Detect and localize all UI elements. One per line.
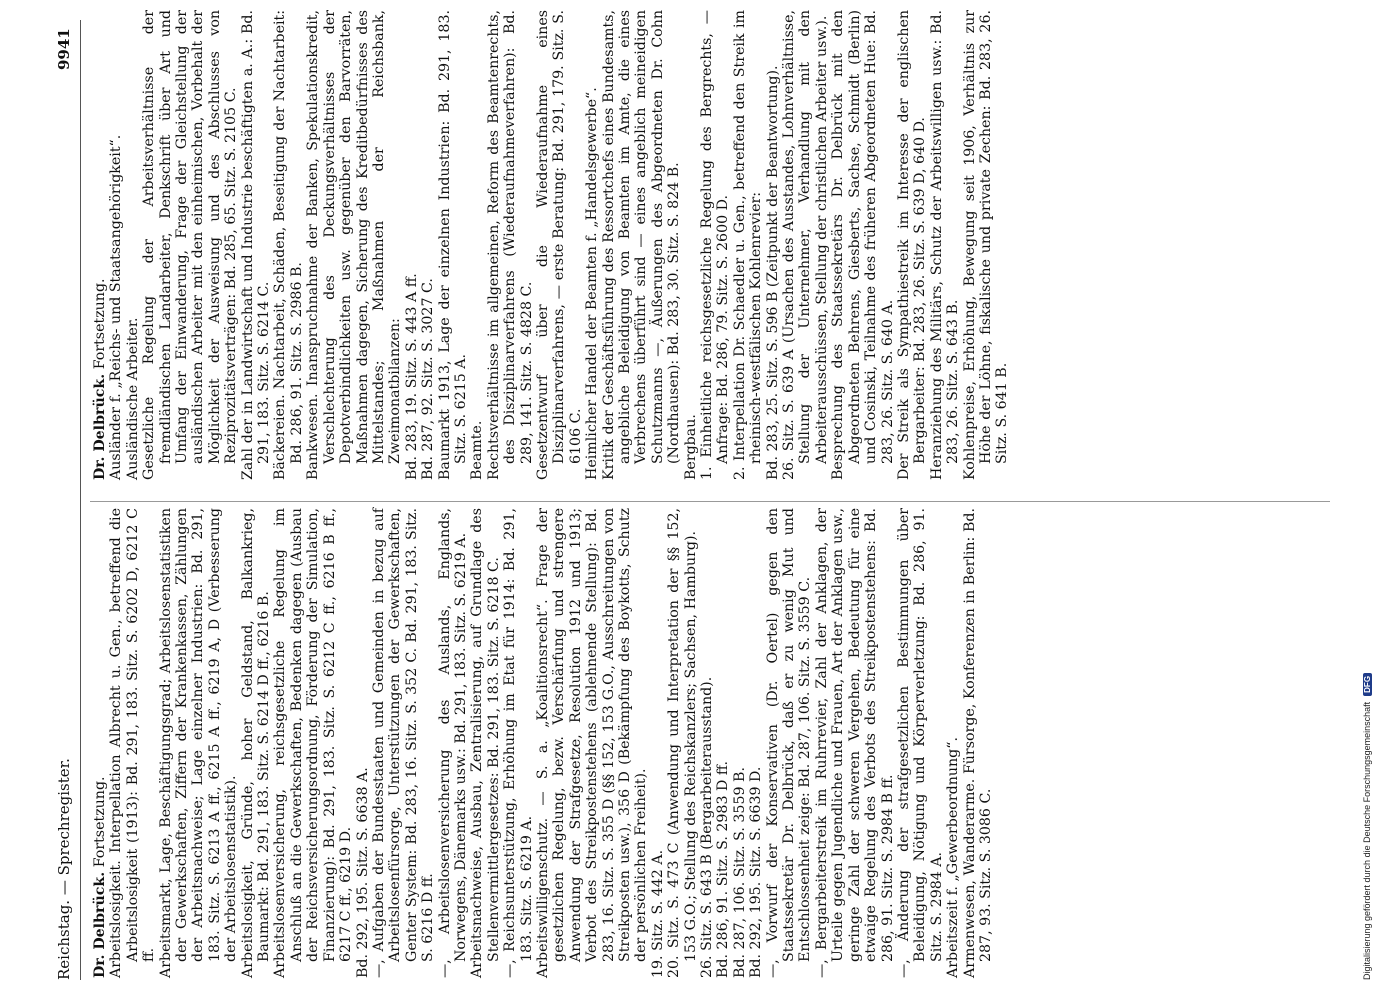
index-entry: Arbeitszeit f. „Gewerbeordnung“. [945, 737, 962, 978]
index-entry: Der Streik als Sympathiestreik im Interesse der englischen Bergarbeiter: Bd. 283, 26. Sitz. S. 639 D, 640 D. [895, 10, 929, 480]
index-entry: Bergbau. [682, 414, 699, 480]
index-entry: Bd. 292, 195. Sitz. S. 6639 D. [748, 766, 765, 978]
index-entry: 26. Sitz. S. 643 B (Bergarbeiterausstand). [699, 676, 716, 978]
index-entry: —, Reichsunterstützung, Erhöhung im Etat für 1914: Bd. 291, 183. Sitz. S. 6219 A. [502, 508, 535, 978]
entry-list [108, 508, 994, 978]
index-entry: Bd. 286, 91. Sitz. S. 2983 D ff. [715, 761, 732, 978]
index-entry: Baumarkt 1913, Lage der einzelnen Industrien: Bd. 291, 183. Sitz. S. 6215 A. [436, 10, 469, 480]
funding-text: Digitalisierung gefördert durch die Deutsche Forschungsgemeinschaft [1362, 701, 1372, 980]
index-entry: —, Arbeitslosenversicherung des Auslands, Englands, Norwegens, Dänemarks usw.: Bd. 291, 183. Sitz. S. 6219 A. [436, 508, 469, 978]
index-entry: Bd. 287, 106. Sitz. S. 3559 B. [731, 767, 748, 978]
index-entry: Bd. 283, 19. Sitz. S. 443 A ff. [403, 273, 420, 480]
column-heading [92, 10, 108, 480]
index-entry: Bankwesen. Inanspruchnahme der Banken, Spekulationskredit, Verschlechterung des Deckungsverhältnisses der Depotverbindlichkeiten usw. gegenüber den Barvorräten, Maßnahmen dagegen, Sicherung des Kreditbedürfnisses des Mittelstandes; Maßnahmen der Reichsbank, Zweimonatbilanzen: [305, 10, 404, 480]
index-entry: Arbeitsnachweise, Ausbau, Zentralisierung, auf Grundlage des Stellenvermittlergesetzes: Bd. 291, 183. Sitz. S. 6218 C. [469, 508, 502, 978]
index-entry: —, Aufgaben der Bundesstaaten und Gemeinden in bezug auf Arbeitslosenfürsorge, Unterstützungen der Gewerkschaften, Genter System: Bd. 283, 16. Sitz. S. 352 C. Bd. 291, 183. Sitz. S. 6216 D ff. [370, 508, 437, 978]
right-column [92, 10, 1011, 480]
index-entry: Armenwesen, Wanderarme. Fürsorge, Konferenzen in Berlin: Bd. 287, 93. Sitz. S. 3086 C. [961, 508, 994, 978]
index-entry: Bd. 283, 25. Sitz. S. 596 B (Zeitpunkt der Beantwortung). [764, 65, 781, 480]
index-entry: Bd. 292, 195. Sitz. S. 6638 A. [354, 767, 371, 978]
index-entry: 19. Sitz. S. 442 A. [649, 849, 666, 978]
index-entry: Arbeitslosigkeit, Gründe, hoher Geldstand, Balkankrieg, Baumarkt: Bd. 291, 183. Sitz. S. 6214 D ff., 6216 B. [239, 508, 273, 978]
index-entry: Rechtsverhältnisse im allgemeinen, Reform des Beamtenrechts, des Disziplinarverfahrens (Wiederaufnahmeverfahren): Bd. 289, 141. Sitz. S. 4828 C. [485, 10, 535, 480]
index-entry: Gesetzentwurf über die Wiederaufnahme eines Disziplinarverfahrens, — erste Beratung: Bd. 291, 179. Sitz. S. 6106 C. [534, 10, 584, 480]
index-entry: Arbeitslosigkeit. Interpellation Albrecht u. Gen., betreffend die Arbeitslosigkeit (1913): Bd. 291, 183. Sitz. S. 6202 D, 6212 C ff. [108, 508, 158, 978]
index-entry: Zahl der in Landwirtschaft und Industrie beschäftigten a. A.: Bd. 291, 183. Sitz. S. 6214 C. [239, 10, 273, 480]
page-number: 9941 [55, 28, 73, 70]
index-entry: Beamte. [469, 420, 486, 480]
column-divider [90, 501, 1330, 502]
column-heading [92, 508, 108, 978]
index-entry: Arbeitslosenversicherung, reichsgesetzliche Regelung im Anschluß an die Gewerkschaften, Bedenken dagegen (Ausbau der Reichsversicherungsordnung, Förderung der Simulation, Finanzierung): Bd. 291, 183. Sitz. S. 6212 C ff., 6216 B ff., 6217 C ff., 6219 D. [272, 508, 355, 978]
index-entry: 2. Interpellation Dr. Schaedler u. Gen., betreffend den Streik im rheinisch-westfälischen Kohlenrevier: [731, 10, 765, 480]
index-entry: Heranziehung des Militärs, Schutz der Arbeitswilligen usw.: Bd. 283, 26. Sitz. S. 643 B. [928, 10, 962, 480]
index-entry: —, Änderung der strafgesetzlichen Bestimmungen über Beleidigung, Nötigung und Körperverletzung: Bd. 286, 91. Sitz. S. 2984 A. [895, 508, 945, 978]
index-entry: 20. Sitz. S. 473 C (Anwendung und Interpretation der §§ 152, 153 G.O.; Stellung des Reichskanzlers; Sachsen, Hamburg). [666, 508, 699, 978]
continuation-label: Fortsetzung. [92, 776, 108, 868]
index-entry: 26. Sitz. S. 639 A (Ursachen des Ausstandes, Lohnverhältnisse, Stellung der Unternehmer, Verhandlung mit den Arbeiterausschüssen, Stellung der christlichen Arbeiter usw.). [781, 10, 830, 480]
index-entry: Bd. 287, 92. Sitz. S. 3027 C. [420, 278, 437, 480]
index-entry: Gesetzliche Regelung der Arbeitsverhältnisse der fremdländischen Landarbeiter, Denkschrift über Art und Umfang der Einwanderung, Frage der Gleichstellung der ausländischen Arbeiter mit den einheimischen, Vorbehalt der Möglichkeit der Ausweisung und des Abschlusses von Reziprozitätsverträgen: Bd. 285, 65. Sitz. S. 2105 C. [141, 10, 240, 480]
continuation-label: Fortsetzung. [92, 278, 108, 370]
running-header: Reichstag. — Sprechregister. [55, 758, 73, 980]
index-entry: Kohlenpreise, Erhöhung, Bewegung seit 1906, Verhältnis zur Höhe der Löhne, fiskalische und private Zechen: Bd. 283, 26. Sitz. S. 641 B. [961, 10, 1011, 480]
index-entry: Arbeitsmarkt, Lage, Beschäftigungsgrad; Arbeitslosenstatistiken der Gewerkschaften, Ziffern der Krankenkassen, Zählungen der Arbeitsnachweise; Lage einzelner Industrien: Bd. 291, 183. Sitz. S. 6213 A ff., 6215 A ff., 6219 A, D (Verbesserung der Arbeitslosenstatistik). [157, 508, 240, 978]
index-entry: Besprechung des Staatssekretärs Dr. Delbrück mit den Abgeordneten Behrens, Giesberts, Sachse, Schmidt (Berlin) und Cosinski, Teilnahme des früheren Abgeordneten Hue: Bd. 283, 26. Sitz. S. 640 A. [830, 10, 896, 480]
speaker-name: Dr. Delbrück. [92, 871, 108, 978]
left-column [92, 508, 994, 978]
index-entry: —, Vorwurf der Konservativen (Dr. Oertel) gegen den Staatssekretär Dr. Delbrück, daß er zu wenig Mut und Entschlossenheit zeige: Bd. 287, 106. Sitz. S. 3559 C. [764, 508, 814, 978]
index-entry: Kritik der Geschäftsführung des Ressortchefs eines Bundesamts, angebliche Beleidigung von Beamten im Amte, die eines Verbrechens überführt sind — eines angeblich meineidigen Schutzmanns —, Äußerungen des Abgeordneten Dr. Cohn (Nordhausen): Bd. 283, 30. Sitz. S. 824 B. [600, 10, 683, 480]
index-entry: Arbeitswilligenschutz. — S. a. „Koalitionsrecht“. Frage der gesetzlichen Regelung, bezw. Verschärfung und strengere Anwendung der Strafgesetze, Resolution 1912 und 1913; Verbot des Streikpostenstehens (ablehnende Stellung): Bd. 283, 16. Sitz. S. 355 D (§§ 152, 153 G.O., Ausschreitungen von Streikposten usw.), 356 D (Bekämpfung des Boykotts, Schutz der persönlichen Freiheit). [534, 508, 650, 978]
dfg-logo: DFG [1363, 673, 1372, 696]
index-entry: 1. Einheitliche reichsgesetzliche Regelung des Bergrechts, — Anfrage: Bd. 286, 79. Sitz. S. 2600 D. [699, 10, 732, 480]
funding-note [1362, 20, 1378, 980]
index-entry: Ausländer f. „Reichs- und Staatsangehörigkeit“. [108, 134, 125, 480]
index-entry: Ausländische Arbeiter. [124, 317, 141, 480]
speaker-name: Dr. Delbrück. [92, 373, 108, 480]
index-entry: —, Bergarbeiterstreik im Ruhrrevier, Zahl der Anklagen, der Urteile gegen Jugendliche und Frauen, Art der Anklagen usw., geringe Zahl der schweren Vergehen, Bedeutung für eine etwaige Regelung des Verbots des Streikpostenstehens: Bd. 286, 91. Sitz. S. 2984 B ff. [813, 508, 896, 978]
index-entry: Bäckereien. Nachtarbeit, Schäden, Beseitigung der Nachtarbeit: Bd. 286, 91. Sitz. S. 2986 B. [272, 10, 305, 480]
index-entry: Heimlicher Handel der Beamten f. „Handelsgewerbe“. [584, 87, 601, 480]
header-divider [80, 20, 81, 980]
entry-list [108, 10, 1010, 480]
